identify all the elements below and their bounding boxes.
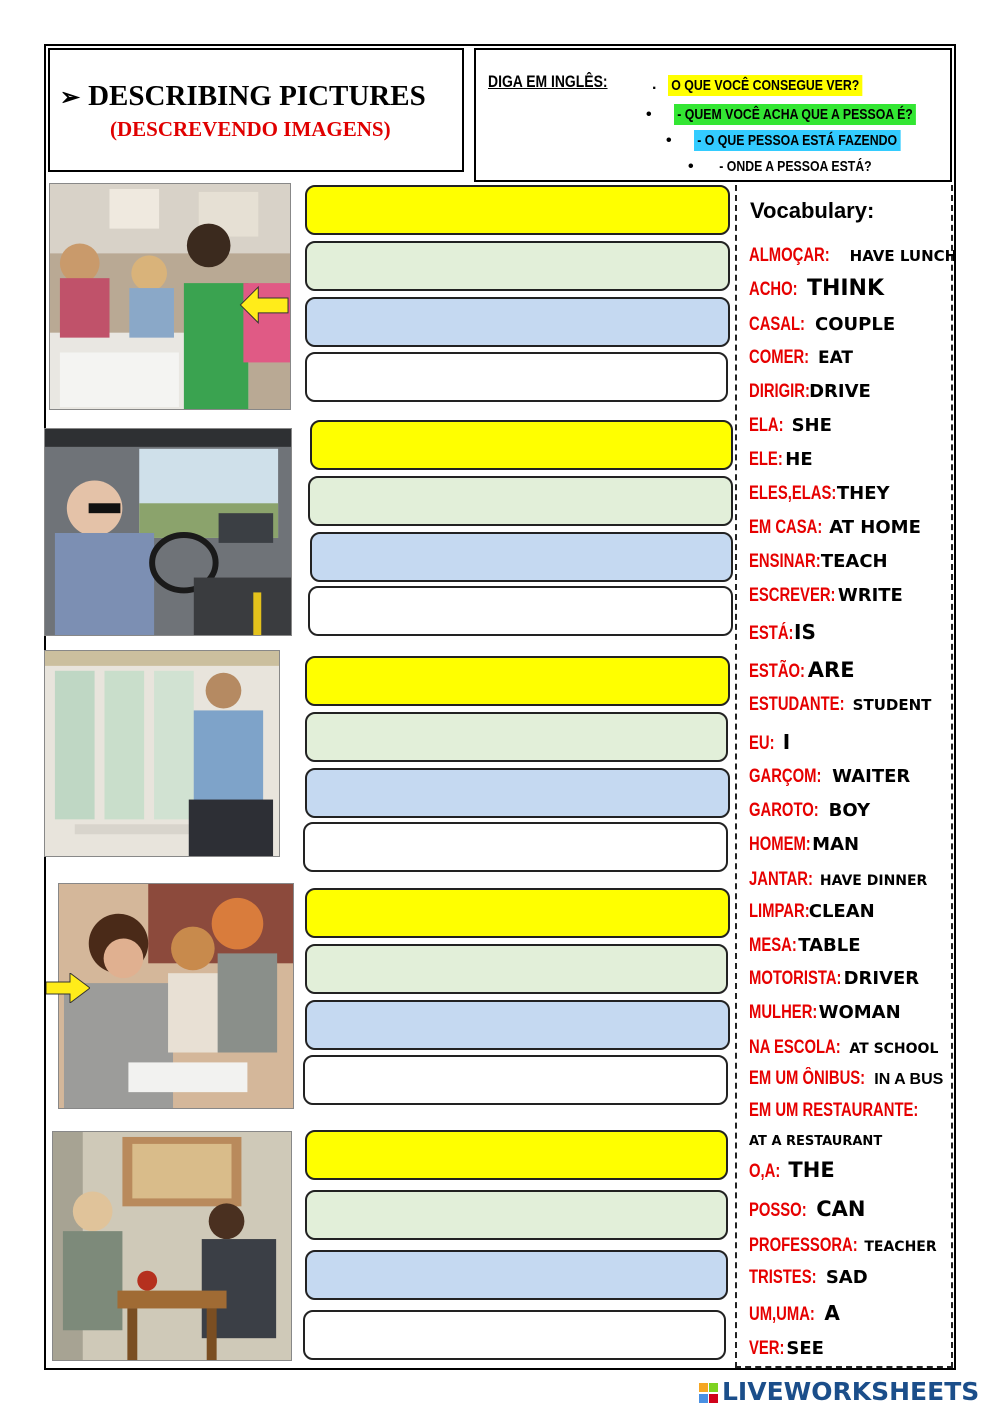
answer-box-4-blue[interactable] <box>305 1000 730 1050</box>
instruction-item: O QUE VOCÊ CONSEGUE VER? <box>668 75 863 96</box>
yellow-arrow-icon <box>46 973 90 1008</box>
answer-box-1-green[interactable] <box>305 241 730 291</box>
vocab-item: GARÇOM: WAITER <box>749 766 911 787</box>
vocab-item: ESTÁ:IS <box>749 620 816 644</box>
instruction-item: - ONDE A PESSOA ESTÁ? <box>719 158 872 175</box>
answer-box-2-blue[interactable] <box>310 532 733 582</box>
answer-box-1-blue[interactable] <box>305 297 730 347</box>
vocab-item: GAROTO: BOY <box>749 800 871 821</box>
vocab-item: PROFESSORA: TEACHER <box>749 1235 937 1256</box>
answer-box-5-yellow[interactable] <box>305 1130 728 1180</box>
answer-box-4-white[interactable] <box>303 1055 728 1105</box>
answer-box-3-white[interactable] <box>303 822 728 872</box>
vocab-item: EM CASA: AT HOME <box>749 517 921 538</box>
vocab-item: O,A: THE <box>749 1158 835 1182</box>
instructions-box <box>474 48 952 182</box>
vocab-item: UM,UMA: A <box>749 1301 840 1325</box>
vocab-item: HOMEM:MAN <box>749 834 860 855</box>
vocab-item: JANTAR: HAVE DINNER <box>749 869 928 890</box>
bullet-icon: • <box>666 132 672 149</box>
vocab-item: LIMPAR:CLEAN <box>749 901 875 922</box>
answer-box-2-white[interactable] <box>308 586 733 636</box>
photo-bus-driver <box>44 428 292 636</box>
vocab-item: VER: SEE <box>749 1338 824 1359</box>
vocab-item: ELES,ELAS:THEY <box>749 483 890 504</box>
answer-box-3-green[interactable] <box>305 712 728 762</box>
answer-box-3-blue[interactable] <box>305 768 730 818</box>
vocab-item: MESA:TABLE <box>749 935 861 956</box>
vocab-item: MULHER:WOMAN <box>749 1002 901 1023</box>
vocab-item: COMER: EAT <box>749 347 854 368</box>
vocab-item: EM UM ÔNIBUS: IN A BUS <box>749 1068 944 1089</box>
vocab-item: ESTUDANTE: STUDENT <box>749 694 932 715</box>
instruction-item: - QUEM VOCÊ ACHA QUE A PESSOA É? <box>674 104 916 125</box>
photo-man-at-desk <box>44 650 280 857</box>
photo-teacher-with-kids <box>58 883 294 1109</box>
vocab-item: ELE: HE <box>749 449 813 470</box>
vocab-item: ALMOÇAR: HAVE LUNCH <box>749 245 958 266</box>
vocab-item: MOTORISTA: DRIVER <box>749 968 920 989</box>
vocab-item: DIRIGIR:DRIVE <box>749 381 871 402</box>
answer-box-5-white[interactable] <box>303 1310 726 1360</box>
vocab-item: ELA: SHE <box>749 415 832 436</box>
bullet-icon: • <box>688 158 694 175</box>
vocab-item: ESCREVER: WRITE <box>749 585 903 606</box>
vocab-item: EU: I <box>749 730 791 754</box>
answer-box-1-white[interactable] <box>305 352 728 402</box>
vocab-item: AT A RESTAURANT <box>749 1134 883 1149</box>
vocab-item: NA ESCOLA: AT SCHOOL <box>749 1037 939 1058</box>
bullet-icon: • <box>646 106 652 123</box>
vocab-item: EM UM RESTAURANTE: <box>749 1100 919 1121</box>
logo-squares-icon <box>698 1382 718 1404</box>
bullet-icon: . <box>652 76 657 93</box>
page-title: ➢ DESCRIBING PICTURES <box>60 80 426 112</box>
answer-box-4-yellow[interactable] <box>305 888 730 938</box>
instruction-item: - O QUE PESSOA ESTÁ FAZENDO <box>694 130 900 151</box>
vocabulary-title: Vocabulary: <box>750 198 875 223</box>
vocab-item: ENSINAR:TEACH <box>749 551 888 572</box>
vocab-item: POSSO: CAN <box>749 1197 866 1221</box>
answer-box-3-yellow[interactable] <box>305 656 730 706</box>
liveworksheets-logo: LIVEWORKSHEETS <box>698 1377 979 1406</box>
vocab-item: ACHO: THINK <box>749 276 885 301</box>
answer-box-1-yellow[interactable] <box>305 185 730 235</box>
vocab-item: ESTÃO: ARE <box>749 658 855 682</box>
vocab-item: CASAL: COUPLE <box>749 314 896 335</box>
instructions-label: DIGA EM INGLÊS: <box>488 72 608 91</box>
answer-box-4-green[interactable] <box>305 944 728 994</box>
vocab-item: TRISTES: SAD <box>749 1267 868 1288</box>
photo-classroom-boy <box>49 183 291 410</box>
answer-box-2-yellow[interactable] <box>310 420 733 470</box>
photo-couple-at-table <box>52 1131 292 1361</box>
answer-box-5-blue[interactable] <box>305 1250 728 1300</box>
arrow-bullet-icon: ➢ <box>60 85 81 111</box>
answer-box-2-green[interactable] <box>308 476 733 526</box>
page-subtitle: (DESCREVENDO IMAGENS) <box>110 117 391 141</box>
title-box <box>48 48 464 172</box>
answer-box-5-green[interactable] <box>305 1190 728 1240</box>
